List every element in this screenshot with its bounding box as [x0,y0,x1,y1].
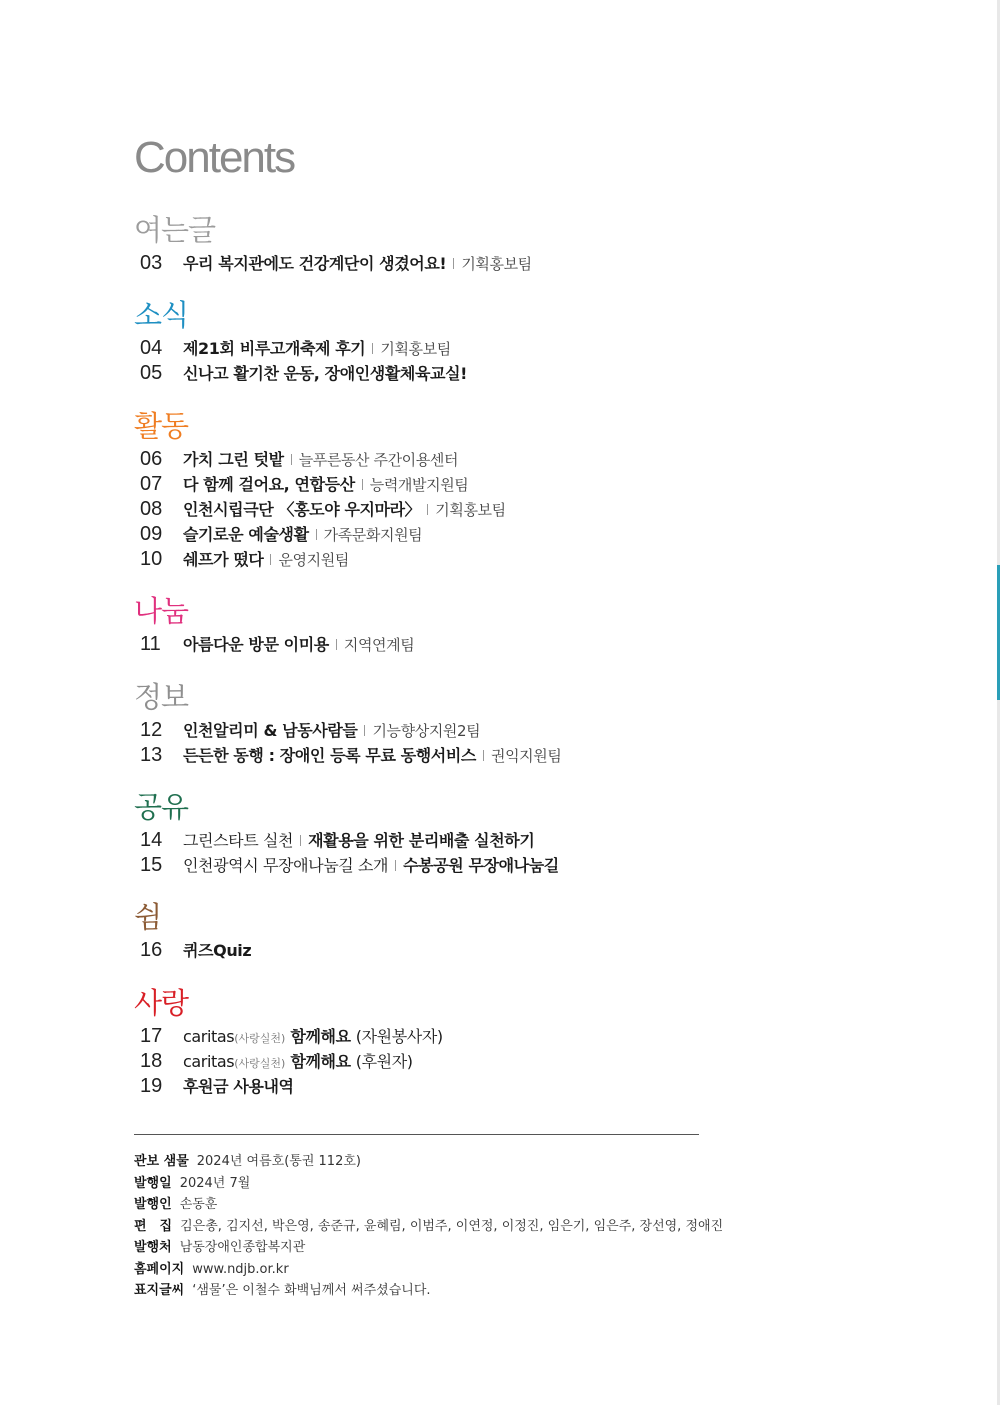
entry-category: 인천광역시 무장애나눔길 소개 [183,856,389,875]
entry-title: 인천알리미 & 남동사람들 [183,721,358,740]
section-heading: 공유 [134,790,189,824]
section-heading: 나눔 [134,594,189,628]
page-number: 13 [140,744,163,766]
entry-title: 든든한 동행 : 장애인 등록 무료 동행서비스 [183,746,476,765]
toc-entry[interactable] [134,522,506,547]
page-number: 05 [140,362,163,384]
section-heading: 활동 [134,409,189,443]
colophon-label: 발행인 [134,1197,172,1212]
entry-title: 함께해요 [290,1027,351,1046]
toc-entry[interactable] [134,718,561,743]
colophon-label: 표지글씨 [134,1283,185,1298]
colophon-label: 관보 샘물 [134,1154,189,1169]
entry-subtitle: (사랑실천) [234,1057,286,1070]
entry-title: 슬기로운 예술생활 [183,525,309,544]
page-number: 14 [140,829,163,851]
entry-tail: (후원자) [355,1052,413,1071]
entry-title: 우리 복지관에도 건강계단이 생겼어요! [183,254,447,273]
page-number: 19 [140,1075,163,1097]
separator-bar [395,860,396,871]
colophon-label: 홈페이지 [134,1261,185,1277]
colophon-value: 2024년 7월 [179,1175,251,1191]
separator-bar [364,725,365,736]
page-number: 18 [140,1050,163,1072]
section-news [134,298,467,386]
toc-entry[interactable] [134,828,559,853]
entry-team: 기획홍보팀 [461,255,532,273]
page-number: 08 [140,498,163,520]
entry-title: 가치 그린 텃밭 [183,450,284,469]
separator-bar [300,835,301,846]
toc-entry[interactable] [134,251,532,276]
entry-category: 그린스타트 실천 [183,831,294,850]
entry-tail: (자원봉사자) [355,1027,443,1046]
entry-team: 운영지원팀 [278,551,349,569]
section-heading: 정보 [134,680,189,714]
entry-title: 퀴즈Quiz [183,941,252,960]
page-number: 09 [140,523,163,545]
separator-bar [291,454,292,465]
page-number: 16 [140,939,163,961]
entry-title: 아름다운 방문 이미용 [183,635,329,654]
section-rest [134,900,251,963]
entry-team: 권익지원팀 [490,747,562,765]
section-activities [134,409,506,572]
toc-entry[interactable] [134,632,414,657]
section-love [134,986,443,1099]
section-heading: 여는글 [134,213,216,247]
separator-bar [453,258,454,269]
section-heading: 쉼 [134,900,162,934]
separator-bar [316,529,317,540]
page-number: 17 [140,1025,163,1047]
separator-bar [270,554,271,565]
entry-team: 능력개발지원팀 [369,476,469,494]
separator-bar [427,504,428,515]
section-opening [134,213,532,276]
page-title: Contents [134,133,295,182]
colophon-value: 손동훈 [179,1197,218,1212]
page-number: 12 [140,719,163,741]
toc-entry[interactable] [134,853,559,878]
colophon-value: 2024년 여름호(통권 112호) [196,1154,361,1169]
colophon-value: 김은총, 김지선, 박은영, 송준규, 윤혜림, 이범주, 이연정, 이정진, 임은기, 임은주, 장선영, 정애진 [180,1218,724,1234]
colophon-row [134,1215,723,1237]
section-share [134,790,559,878]
section-heading: 사랑 [134,986,189,1020]
entry-team: 지역연계팀 [343,636,415,654]
entry-lead: caritas [183,1027,235,1046]
toc-entry[interactable] [134,1074,443,1099]
colophon-value: www.ndjb.or.kr [192,1261,289,1277]
entry-team: 가족문화지원팀 [323,526,423,544]
section-sharing [134,594,414,657]
entry-lead: caritas [183,1052,235,1071]
entry-team: 기획홍보팀 [380,340,451,358]
entry-team: 기능향상지원2팀 [372,722,481,740]
page-number: 10 [140,548,163,570]
toc-entry[interactable] [134,497,506,522]
colophon-label: 발행일 [134,1175,172,1191]
colophon-label: 발행처 [134,1240,172,1255]
colophon [134,1150,723,1301]
entry-title: 신나고 활기찬 운동, 장애인생활체육교실! [183,364,468,383]
page-number: 04 [140,337,163,359]
entry-title: 재활용을 위한 분리배출 실천하기 [308,831,535,850]
section-information [134,680,561,768]
page-number: 11 [140,633,161,655]
toc-entry[interactable] [134,743,561,768]
toc-entry[interactable] [134,938,251,963]
toc-entry[interactable] [134,336,467,361]
separator-bar [362,479,363,490]
colophon-row [134,1172,723,1194]
entry-subtitle: (사랑실천) [234,1032,286,1045]
colophon-row [134,1258,723,1280]
toc-entry[interactable] [134,447,506,472]
entry-title: 함께해요 [290,1052,351,1071]
colophon-row [134,1236,723,1258]
entry-title: 제21회 비루고개축제 후기 [183,339,366,358]
toc-entry[interactable] [134,1049,443,1074]
colophon-value: 남동장애인종합복지관 [179,1240,306,1255]
toc-entry[interactable] [134,472,506,497]
toc-entry[interactable] [134,547,506,572]
separator-bar [372,343,373,354]
page-number: 15 [140,854,163,876]
separator-bar [336,639,337,650]
entry-title: 쉐프가 떴다 [183,550,264,569]
colophon-value: ‘샘물’은 이철수 화백님께서 써주셨습니다. [192,1283,431,1298]
colophon-row [134,1150,723,1172]
toc-entry[interactable] [134,1024,443,1049]
entry-title: 후원금 사용내역 [183,1077,294,1096]
divider-line [134,1134,699,1135]
separator-bar [483,750,484,761]
colophon-row [134,1279,723,1301]
entry-team: 늘푸른동산 주간이용센터 [298,451,459,469]
entry-team: 기획홍보팀 [435,501,506,519]
page-number: 07 [140,473,163,495]
page-number: 06 [140,448,163,470]
entry-title: 인천시립극단 〈홍도야 우지마라〉 [183,500,421,519]
entry-title: 수봉공원 무장애나눔길 [403,856,559,875]
section-heading: 소식 [134,298,189,332]
colophon-row [134,1193,723,1215]
page-number: 03 [140,252,163,274]
toc-entry[interactable] [134,361,467,386]
colophon-label: 편 집 [134,1218,173,1234]
entry-title: 다 함께 걸어요, 연합등산 [183,475,355,494]
